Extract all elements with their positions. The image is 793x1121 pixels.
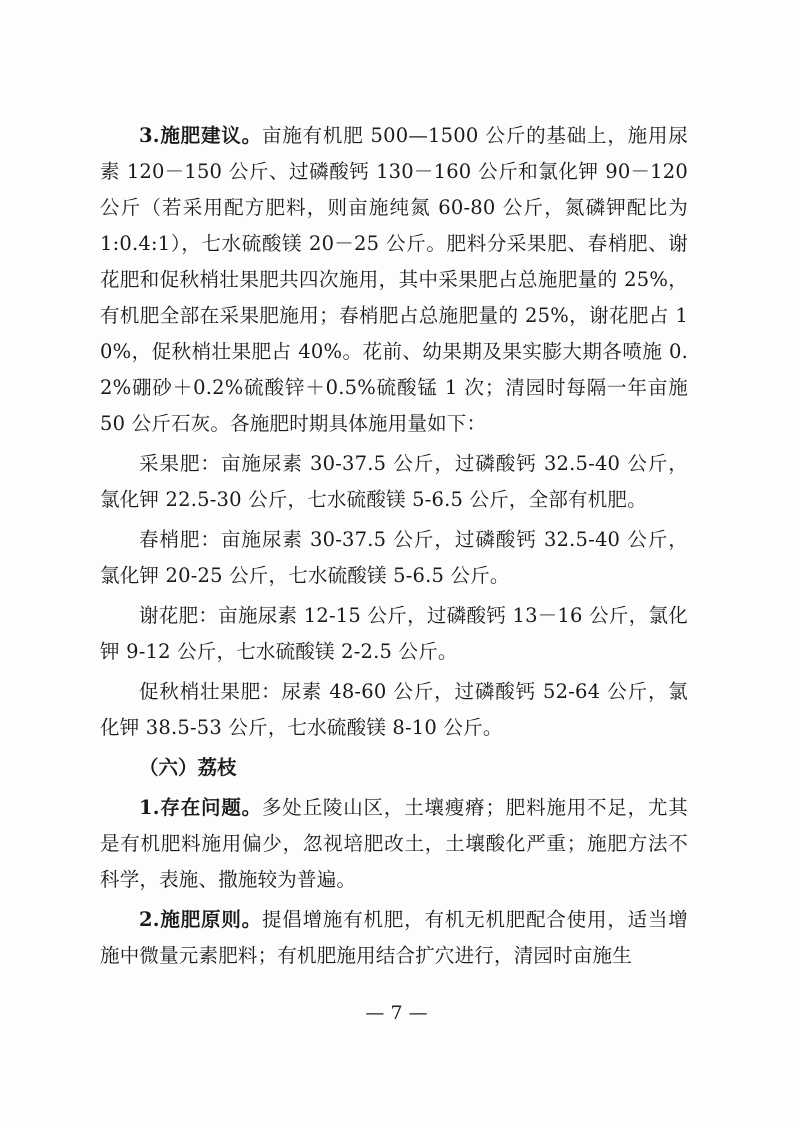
paragraph-text: 亩施有机肥 500—1500 公斤的基础上，施用尿素 120－150 公斤、过磷酸钙 130－160 公斤和氯化钾 90－120 公斤（若采用配方肥料，则亩施纯氮 60-80 公斤，氮磷钾配比为 1:0.4:1），七水硫酸镁 20－25 公斤。肥料分采果肥、春梢肥、谢花肥和促秋梢壮果肥共四次施用，其中采果肥占总施肥量的 25%，有机肥全部在采果肥施用；春梢肥占总施肥量的 25%，谢花肥占 10%，促秋梢壮果肥占 40%。花前、幼果期及果实膨大期各喷施 0.2%硼砂＋0.2%硫酸锌＋0.5%硫酸锰 1 次；清园时每隔一年亩施 50 公斤石灰。各施肥时期具体施用量如下： bbox=[100, 124, 688, 435]
paragraph-lead: 2.施肥原则。 bbox=[139, 908, 262, 931]
paragraph-text: 谢花肥：亩施尿素 12-15 公斤，过磷酸钙 13－16 公斤，氯化钾 9-12 公斤，七水硫酸镁 2-2.5 公斤。 bbox=[100, 604, 688, 663]
paragraph-post-flower-fertilizer bbox=[100, 598, 688, 670]
paragraph-text: 多处丘陵山区，土壤瘦瘠；肥料施用不足，尤其是有机肥料施用偏少，忽视培肥改土，土壤酸化严重；施肥方法不科学，表施、撒施较为普遍。 bbox=[100, 796, 689, 891]
paragraph-fertilization-advice bbox=[100, 118, 688, 442]
paragraph-lead: 1.存在问题。 bbox=[139, 796, 262, 819]
paragraph-text: 春梢肥：亩施尿素 30-37.5 公斤，过磷酸钙 32.5-40 公斤，氯化钾 20-25 公斤，七水硫酸镁 5-6.5 公斤。 bbox=[100, 528, 688, 587]
paragraph-autumn-shoot-fertilizer bbox=[100, 674, 688, 746]
section-heading-litchi: （六）荔枝 bbox=[139, 756, 237, 779]
paragraph-spring-shoot-fertilizer bbox=[100, 522, 688, 594]
paragraph-harvest-fertilizer bbox=[100, 446, 688, 518]
paragraph-text: 提倡增施有机肥，有机无机肥配合使用，适当增施中微量元素肥料；有机肥施用结合扩穴进行，清园时亩施生 bbox=[100, 908, 689, 967]
paragraph-lead: 3.施肥建议。 bbox=[139, 124, 262, 147]
paragraph-fertilization-principles bbox=[100, 902, 688, 974]
paragraph-text: 促秋梢壮果肥：尿素 48-60 公斤，过磷酸钙 52-64 公斤，氯化钾 38.5-53 公斤，七水硫酸镁 8-10 公斤。 bbox=[100, 680, 688, 739]
page-number: — 7 — bbox=[365, 1002, 428, 1024]
document-body bbox=[100, 118, 688, 974]
paragraph-text: 采果肥：亩施尿素 30-37.5 公斤，过磷酸钙 32.5-40 公斤，氯化钾 22.5-30 公斤，七水硫酸镁 5-6.5 公斤，全部有机肥。 bbox=[100, 452, 688, 511]
paragraph-existing-problems bbox=[100, 790, 688, 898]
